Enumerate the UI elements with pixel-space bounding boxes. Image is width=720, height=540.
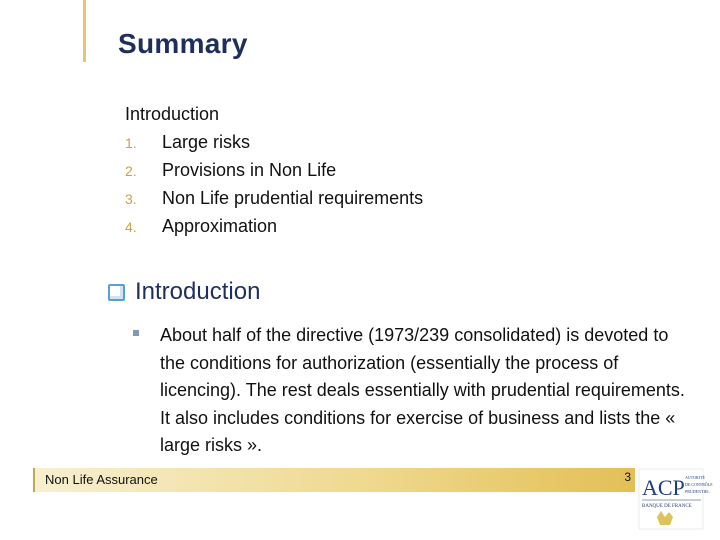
- section-heading-label: Introduction: [135, 278, 261, 305]
- acp-logo: [639, 465, 713, 533]
- agenda-item-label: Approximation: [162, 216, 278, 236]
- section-heading: [108, 278, 260, 306]
- square-bullet-icon: [133, 330, 139, 336]
- agenda-intro: [125, 100, 423, 128]
- bullet-paragraph: [133, 322, 688, 460]
- logo-main-text: ACP: [642, 475, 685, 500]
- checkbox-bullet-icon: [108, 284, 125, 301]
- agenda-item-number: 3.: [125, 191, 137, 207]
- logo-bottom-text: BANQUE DE FRANCE: [642, 504, 692, 509]
- agenda-item-label: Provisions in Non Life: [162, 160, 337, 180]
- page-number: 3: [624, 470, 631, 484]
- agenda-item: [125, 156, 423, 184]
- agenda-item: [125, 212, 423, 240]
- logo-text-line: DE CONTRÔLE: [685, 482, 713, 487]
- agenda-item-number: 2.: [125, 163, 137, 179]
- logo-text-line: PRUDENTIEL: [685, 489, 710, 494]
- agenda-intro-label: Introduction: [125, 104, 220, 124]
- footer-label: Non Life Assurance: [45, 472, 158, 487]
- agenda-item-number: 4.: [125, 219, 137, 235]
- bullet-text: About half of the directive (1973/239 consolidated) is devoted to the conditions for authorization (essentially the process of licencing). The rest deals essentially with prudential requirements. It also includes conditions for exercise of business and lists the « large risks ».: [160, 325, 685, 455]
- agenda-item-number: 1.: [125, 135, 137, 151]
- footer-bar: [33, 468, 637, 492]
- agenda-list: [125, 100, 423, 240]
- slide-title: Summary: [118, 28, 248, 59]
- agenda-item: [125, 128, 423, 156]
- agenda-item-label: Non Life prudential requirements: [162, 188, 424, 208]
- title-accent-bar: [83, 0, 86, 62]
- agenda-item-label: Large risks: [162, 132, 251, 152]
- logo-text-line: AUTORITÉ: [685, 475, 705, 480]
- agenda-item: [125, 184, 423, 212]
